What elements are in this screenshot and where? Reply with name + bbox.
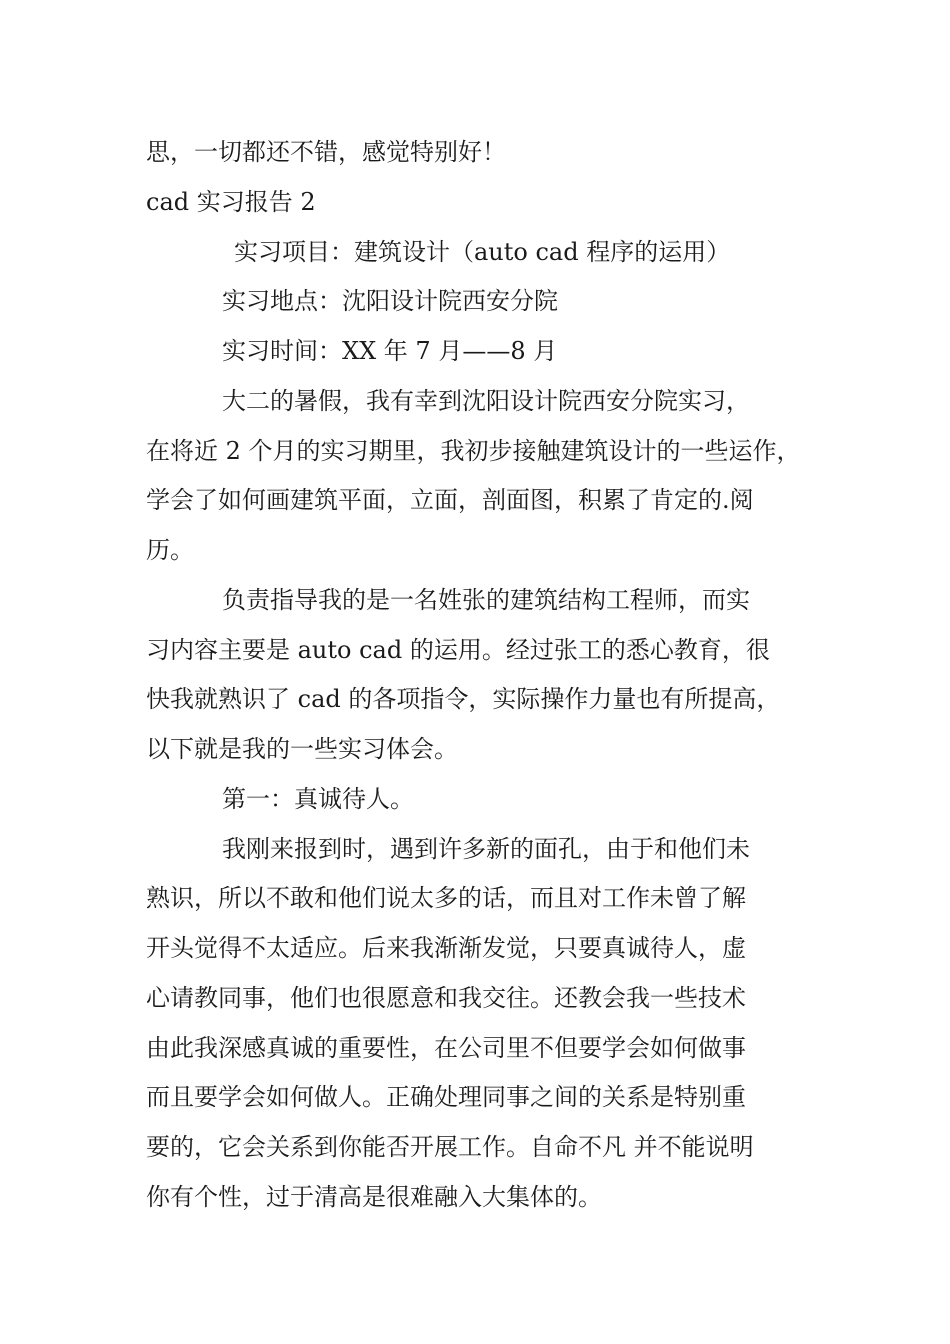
paragraph-line: 熟识，所以不敢和他们说太多的话，而且对工作未曾了解 (146, 884, 746, 912)
paragraph-line: 要的，它会关系到你能否开展工作。自命不凡 并不能说明 (146, 1133, 754, 1161)
subheading: 第一：真诚待人。 (222, 785, 414, 813)
paragraph-line: 你有个性，过于清高是很难融入大集体的。 (146, 1183, 602, 1211)
paragraph-line: 学会了如何画建筑平面，立面，剖面图，积累了肯定的.阅 (146, 486, 754, 514)
paragraph-line: 习内容主要是 auto cad 的运用。经过张工的悉心教育，很 (146, 636, 770, 664)
paragraph-line: 我刚来报到时，遇到许多新的面孔，由于和他们未 (222, 835, 750, 863)
paragraph-line: 大二的暑假，我有幸到沈阳设计院西安分院实习， (222, 387, 750, 415)
paragraph-line: 开头觉得不太适应。后来我渐渐发觉，只要真诚待人，虚 (146, 934, 746, 962)
text-line: 思，一切都还不错，感觉特别好！ (146, 138, 506, 166)
meta-time: 实习时间：XX 年 7 月——8 月 (222, 337, 558, 365)
paragraph-line: 历。 (146, 536, 194, 564)
paragraph-line: 而且要学会如何做人。正确处理同事之间的关系是特别重 (146, 1083, 746, 1111)
paragraph-line: 由此我深感真诚的重要性，在公司里不但要学会如何做事 (146, 1034, 746, 1062)
paragraph-line: 在将近 2 个月的实习期里，我初步接触建筑设计的一些运作， (146, 437, 801, 465)
meta-project: 实习项目：建筑设计（auto cad 程序的运用） (234, 238, 731, 266)
paragraph-line: 快我就熟识了 cad 的各项指令，实际操作力量也有所提高， (146, 685, 781, 713)
meta-location: 实习地点：沈阳设计院西安分院 (222, 287, 558, 315)
paragraph-line: 以下就是我的一些实习体会。 (146, 735, 458, 763)
paragraph-line: 心请教同事，他们也很愿意和我交往。还教会我一些技术 (146, 984, 746, 1012)
section-title: cad 实习报告 2 (146, 188, 316, 216)
paragraph-line: 负责指导我的是一名姓张的建筑结构工程师，而实 (222, 586, 750, 614)
